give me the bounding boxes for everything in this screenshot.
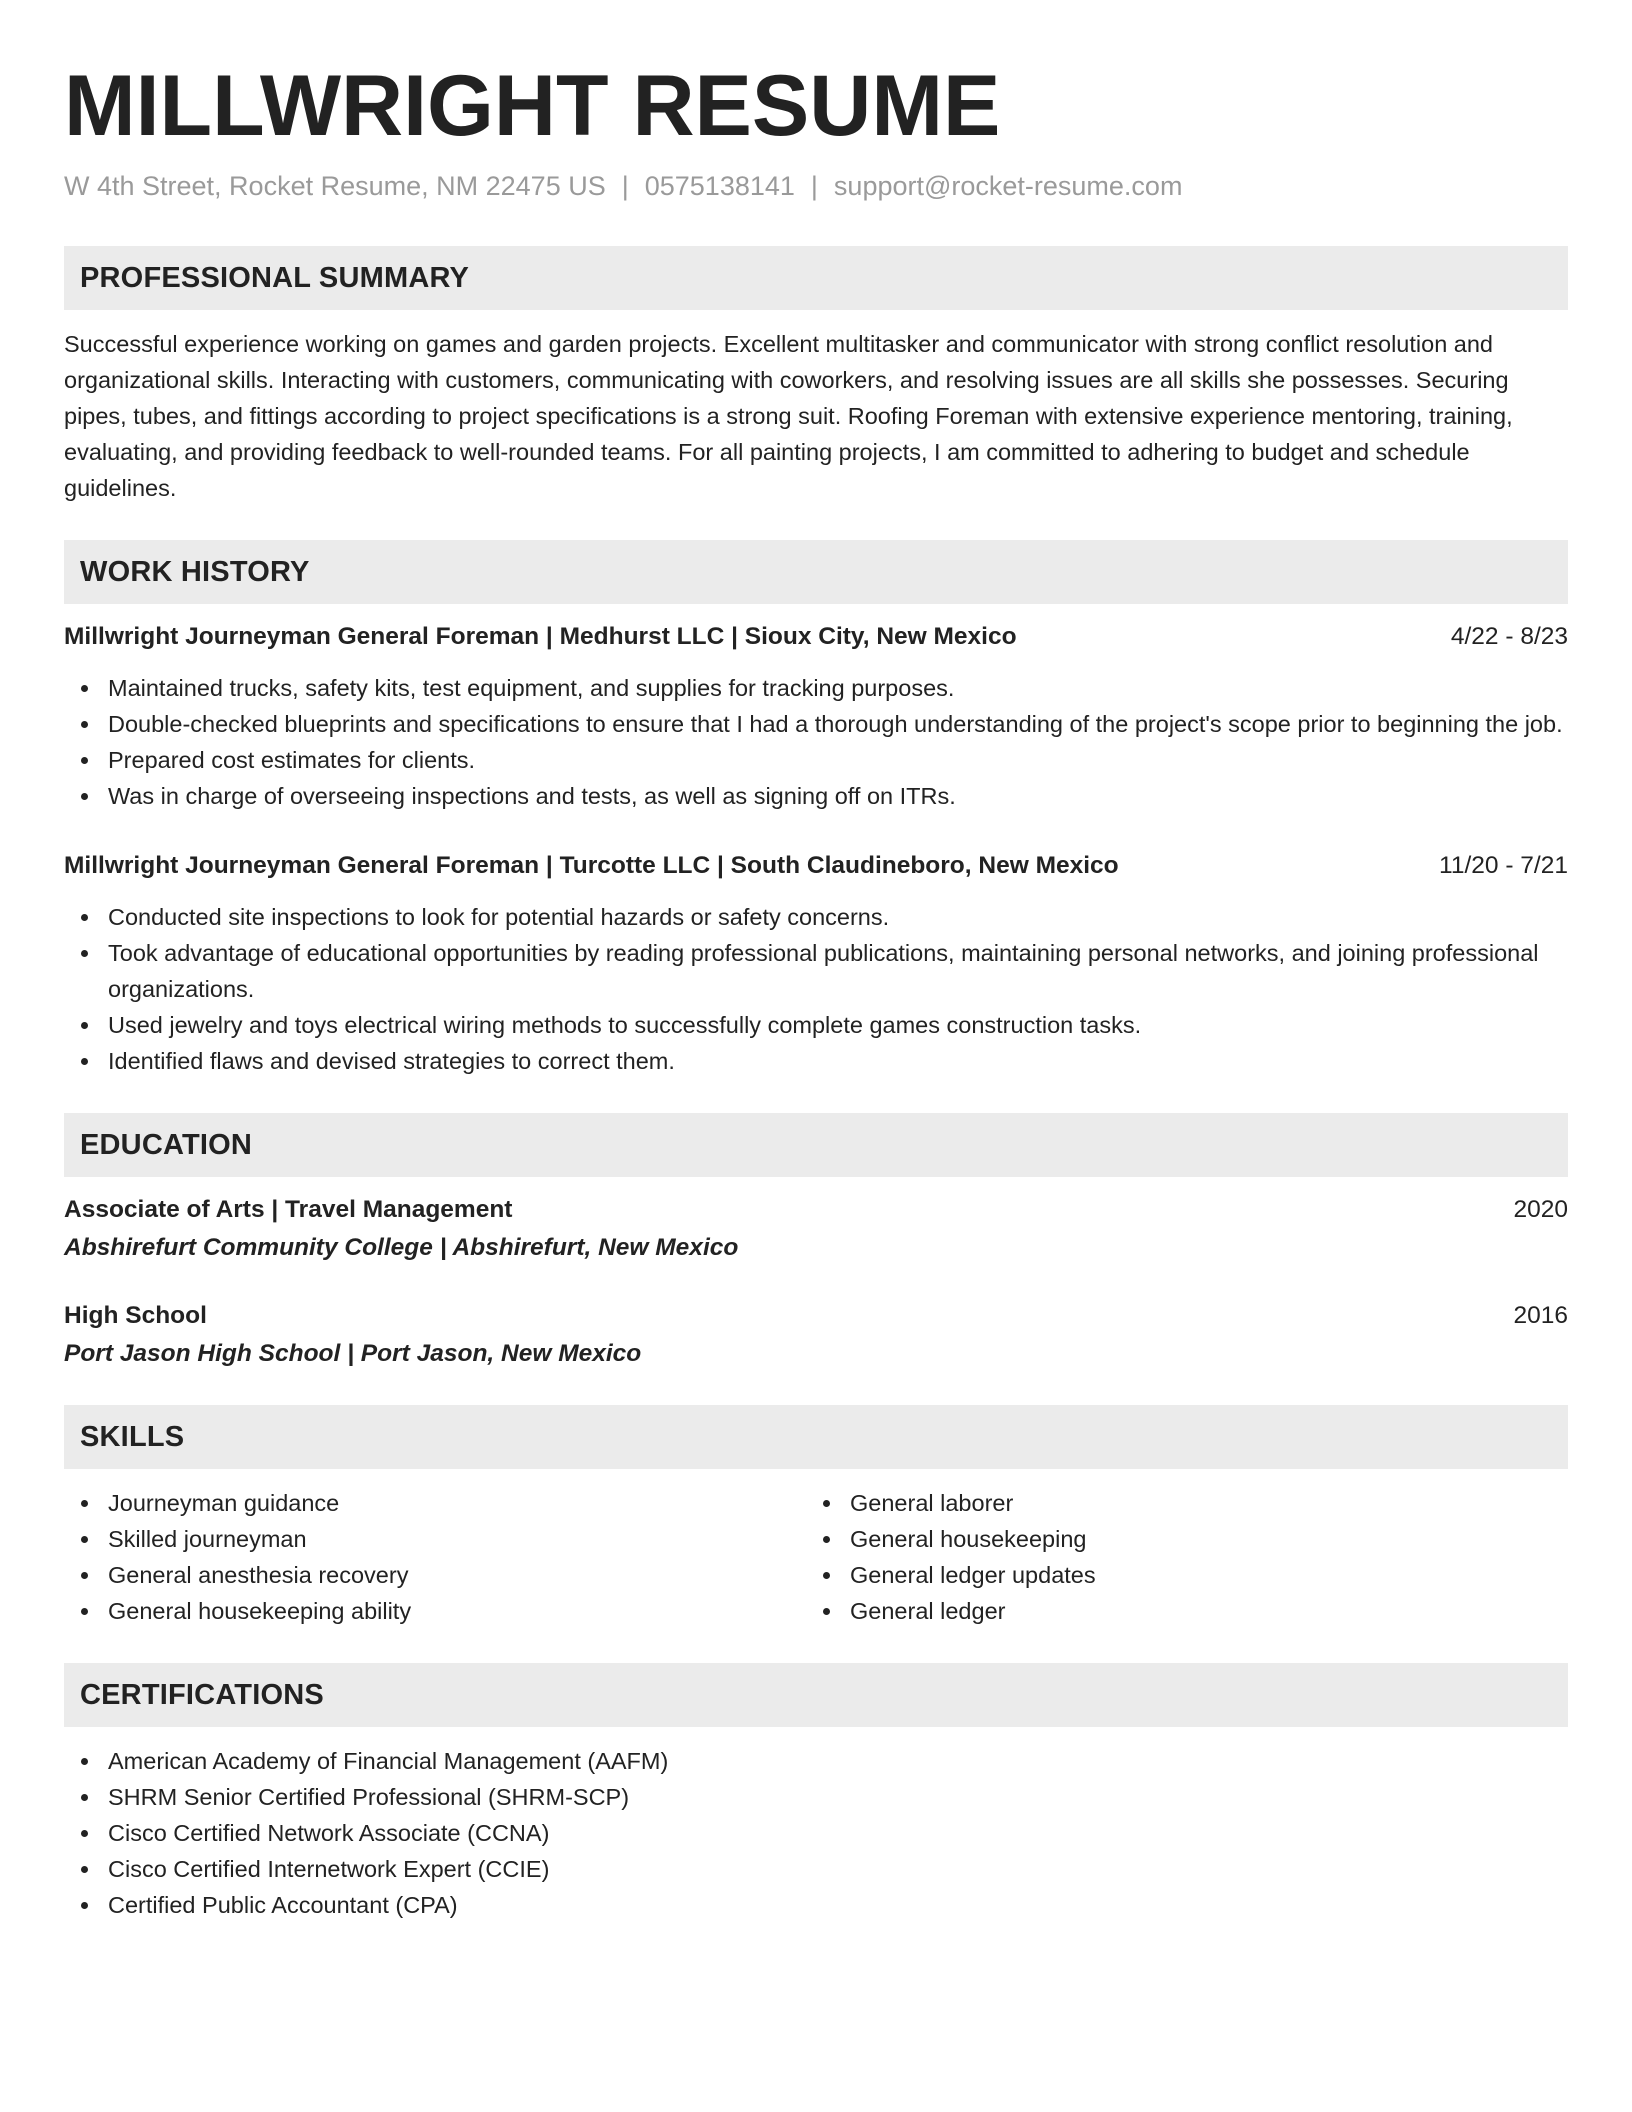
contact-line (64, 168, 1568, 204)
certification-item: American Academy of Financial Management (AAFM) (64, 1743, 1568, 1779)
skill-item: General laborer (806, 1485, 1548, 1521)
contact-separator: | (810, 171, 818, 201)
section-header-work-history: WORK HISTORY (64, 540, 1568, 604)
list-item: Was in charge of overseeing inspections and tests, as well as signing off on ITRs. (64, 778, 1568, 814)
list-item: Double-checked blueprints and specifications to ensure that I had a thorough understanding of the project's scope prior to beginning the job. (64, 706, 1568, 742)
job-entry (64, 620, 1568, 814)
certification-item: Certified Public Accountant (CPA) (64, 1887, 1568, 1923)
contact-address: W 4th Street, Rocket Resume, NM 22475 US (64, 171, 606, 201)
education-entry (64, 1299, 1568, 1371)
certification-item: SHRM Senior Certified Professional (SHRM-SCP) (64, 1779, 1568, 1815)
contact-separator: | (621, 171, 629, 201)
list-item: Maintained trucks, safety kits, test equipment, and supplies for tracking purposes. (64, 670, 1568, 706)
education-year: 2016 (1513, 1302, 1568, 1329)
certifications-list (64, 1743, 1568, 1923)
education-school: Abshirefurt Community College | Abshirefurt, New Mexico (64, 1234, 739, 1261)
section-header-education: EDUCATION (64, 1113, 1568, 1177)
skill-item: General ledger (806, 1593, 1548, 1629)
list-item: Prepared cost estimates for clients. (64, 742, 1568, 778)
skill-item: General ledger updates (806, 1557, 1548, 1593)
job-header (64, 620, 1568, 654)
skill-item: Skilled journeyman (64, 1521, 806, 1557)
job-date: 4/22 - 8/23 (1450, 623, 1568, 650)
education-entry (64, 1193, 1568, 1265)
skill-item: Journeyman guidance (64, 1485, 806, 1521)
education-year: 2020 (1513, 1196, 1568, 1223)
skills-list-left (64, 1485, 806, 1629)
education-header (64, 1299, 1568, 1333)
education-degree: High School (64, 1302, 207, 1329)
contact-phone: 0575138141 (644, 171, 795, 201)
list-item: Took advantage of educational opportunities by reading professional publications, maintaining personal networks, and joining professional organizations. (64, 935, 1568, 1007)
summary-text: Successful experience working on games and garden projects. Excellent multitasker and communicator with strong conflict resolution and organizational skills. Interacting with customers, communicating with coworkers, and resolving issues are all skills she possesses. Securing pipes, tubes, and fittings according to project specifications is a strong suit. Roofing Foreman with extensive experience mentoring, training, evaluating, and providing feedback to well-rounded teams. For all painting projects, I am committed to adhering to budget and schedule guidelines. (64, 331, 1513, 501)
list-item: Identified flaws and devised strategies to correct them. (64, 1043, 1568, 1079)
skill-item: General housekeeping (806, 1521, 1548, 1557)
job-title: Millwright Journeyman General Foreman | Medhurst LLC | Sioux City, New Mexico (64, 623, 1017, 650)
job-title: Millwright Journeyman General Foreman | Turcotte LLC | South Claudineboro, New Mexico (64, 852, 1119, 879)
education-header (64, 1193, 1568, 1227)
certification-item: Cisco Certified Network Associate (CCNA) (64, 1815, 1568, 1851)
job-bullets (64, 670, 1568, 814)
certification-item: Cisco Certified Internetwork Expert (CCIE) (64, 1851, 1568, 1887)
skills-list-right (806, 1485, 1548, 1629)
skill-item: General housekeeping ability (64, 1593, 806, 1629)
section-header-certifications: CERTIFICATIONS (64, 1663, 1568, 1727)
education-school: Port Jason High School | Port Jason, New Mexico (64, 1340, 642, 1367)
job-date: 11/20 - 7/21 (1439, 852, 1568, 879)
education-degree: Associate of Arts | Travel Management (64, 1196, 513, 1223)
skills-columns (64, 1469, 1568, 1629)
resume-title: MILLWRIGHT RESUME (64, 58, 1001, 154)
list-item: Used jewelry and toys electrical wiring methods to successfully complete games construction tasks. (64, 1007, 1568, 1043)
list-item: Conducted site inspections to look for potential hazards or safety concerns. (64, 899, 1568, 935)
contact-email: support@rocket-resume.com (833, 171, 1183, 201)
job-entry (64, 849, 1568, 1079)
job-header (64, 849, 1568, 883)
resume-page (64, 58, 1568, 1923)
job-bullets (64, 899, 1568, 1079)
section-header-summary: PROFESSIONAL SUMMARY (64, 246, 1568, 310)
skill-item: General anesthesia recovery (64, 1557, 806, 1593)
section-header-skills: SKILLS (64, 1405, 1568, 1469)
